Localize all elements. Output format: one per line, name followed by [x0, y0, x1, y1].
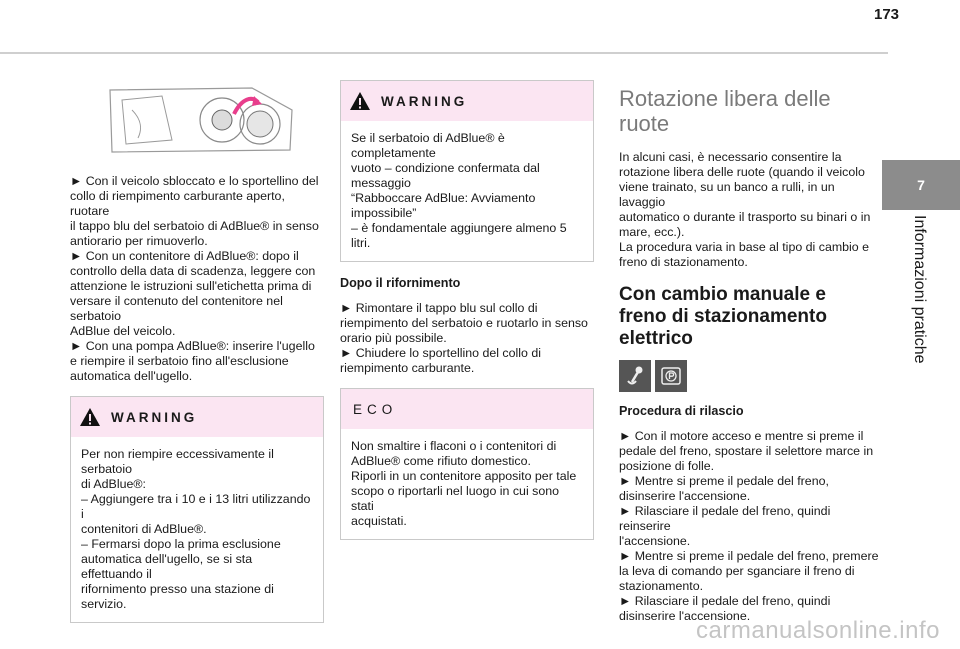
text-line: – è fondamentale aggiungere almeno 5 litri. [351, 221, 567, 250]
text-line: versare il contenuto del contenitore nel serbatoio [70, 294, 283, 323]
text-line: la leva di comando per sganciare il freno di [619, 564, 855, 578]
text-line: vuoto – condizione confermata dal messaggio [351, 161, 540, 190]
heading-line: elettrico [619, 328, 693, 349]
chapter-tab[interactable]: 7 [882, 160, 960, 210]
heading-line: freno di stazionamento [619, 306, 827, 327]
text-line: orario più possibile. [340, 331, 447, 345]
column-middle [340, 80, 594, 540]
column-left [70, 80, 324, 623]
text-line: – Fermarsi dopo la prima esclusione [81, 537, 281, 551]
section-title [619, 86, 881, 136]
text-line: “Rabboccare AdBlue: Avviamento impossibile” [351, 191, 536, 220]
text-line: ► Con una pompa AdBlue®: inserire l'ugello [70, 339, 315, 353]
text-line: Se il serbatoio di AdBlue® è completamente [351, 131, 505, 160]
text-line: acquistati. [351, 514, 407, 528]
chapter-title: Informazioni pratiche [911, 215, 928, 364]
eco-box [340, 388, 594, 540]
watermark: carmanualsonline.info [696, 617, 940, 644]
text-line: Riporli in un contenitore apposito per tale [351, 469, 577, 483]
text-line: scopo o riportarli nel luogo in cui sono stati [351, 484, 560, 513]
text-line: La procedura varia in base al tipo di cambio e [619, 240, 870, 254]
text-line: freno di stazionamento. [619, 255, 748, 269]
column-right [619, 80, 881, 632]
text-line: automatico o durante il trasporto su binari o in [619, 210, 871, 224]
text-line: pedale del freno, spostare il selettore marce in [619, 444, 874, 458]
eco-header [341, 389, 593, 429]
text-line: Non smaltire i flaconi o i contenitori di [351, 439, 557, 453]
text-line: di AdBlue®: [81, 477, 146, 491]
text-line: – Aggiungere tra i 10 e i 13 litri utilizzando i [81, 492, 311, 521]
text-line: AdBlue® come rifiuto domestico. [351, 454, 531, 468]
parking-brake-icon [655, 360, 687, 392]
gear-shift-icon [619, 360, 651, 392]
title-line: ruote [619, 111, 670, 136]
text-line: posizione di folle. [619, 459, 715, 473]
eco-title: ECO [353, 401, 398, 417]
text-line: l'accensione. [619, 534, 691, 548]
text-line: ► Con il motore acceso e mentre si preme il [619, 429, 864, 443]
text-line: mare, ecc.). [619, 225, 685, 239]
title-line: Rotazione libera delle [619, 86, 831, 111]
text-line: ► Mentre si preme il pedale del freno, premere [619, 549, 879, 563]
text-line: controllo della data di scadenza, leggere con [70, 264, 316, 278]
warning-triangle-icon [79, 407, 101, 427]
text-line: Per non riempire eccessivamente il serbatoio [81, 447, 274, 476]
text-line: riempimento del serbatoio e ruotarlo in senso [340, 316, 588, 330]
subheading: Procedura di rilascio [619, 404, 744, 418]
text-line: contenitori di AdBlue®. [81, 522, 207, 536]
fuel-cap-illustration [102, 80, 298, 156]
warning-box [70, 396, 324, 623]
text-line: disinserire l'accensione. [619, 609, 751, 623]
text-line: viene trainato, su un banco a rulli, in un lavaggio [619, 180, 835, 209]
text-line: In alcuni casi, è necessario consentire la [619, 150, 842, 164]
text-line: ► Rimontare il tappo blu sul collo di [340, 301, 538, 315]
header-rule [0, 52, 888, 54]
text-line: ► Con il veicolo sbloccato e lo sportellino del [70, 174, 319, 188]
text-line: ► Con un contenitore di AdBlue®: dopo il [70, 249, 299, 263]
warning-title: WARNING [111, 409, 198, 425]
warning-title: WARNING [381, 93, 468, 109]
text-line: ► Rilasciare il pedale del freno, quindi reinserire [619, 504, 831, 533]
text-line: ► Mentre si preme il pedale del freno, [619, 474, 829, 488]
text-line: disinserire l'accensione. [619, 489, 751, 503]
text-line: riempimento carburante. [340, 361, 475, 375]
text-line: collo di riempimento carburante aperto, ruotare [70, 189, 285, 218]
text-line: AdBlue del veicolo. [70, 324, 176, 338]
subheading: Dopo il rifornimento [340, 276, 461, 290]
text-line: stazionamento. [619, 579, 704, 593]
section-heading [619, 284, 881, 350]
feature-icons [619, 360, 881, 392]
warning-header [341, 81, 593, 121]
text-line: il tappo blu del serbatoio di AdBlue® in senso [70, 219, 319, 233]
heading-line: Con cambio manuale e [619, 284, 826, 305]
page-number: 173 [874, 6, 900, 23]
text-line: e riempire il serbatoio fino all'esclusione [70, 354, 289, 368]
text-line: rifornimento presso una stazione di servizio. [81, 582, 274, 611]
text-line: automatica dell'ugello, se si sta effettuando il [81, 552, 253, 581]
text-line: automatica dell'ugello. [70, 369, 193, 383]
text-line: ► Rilasciare il pedale del freno, quindi [619, 594, 831, 608]
warning-header [71, 397, 323, 437]
text-line: ► Chiudere lo sportellino del collo di [340, 346, 541, 360]
text-line: rotazione libera delle ruote (quando il veicolo [619, 165, 865, 179]
warning-triangle-icon [349, 91, 371, 111]
text-line: attenzione le istruzioni sull'etichetta prima di [70, 279, 312, 293]
text-line: antiorario per rimuoverlo. [70, 234, 208, 248]
warning-box [340, 80, 594, 262]
